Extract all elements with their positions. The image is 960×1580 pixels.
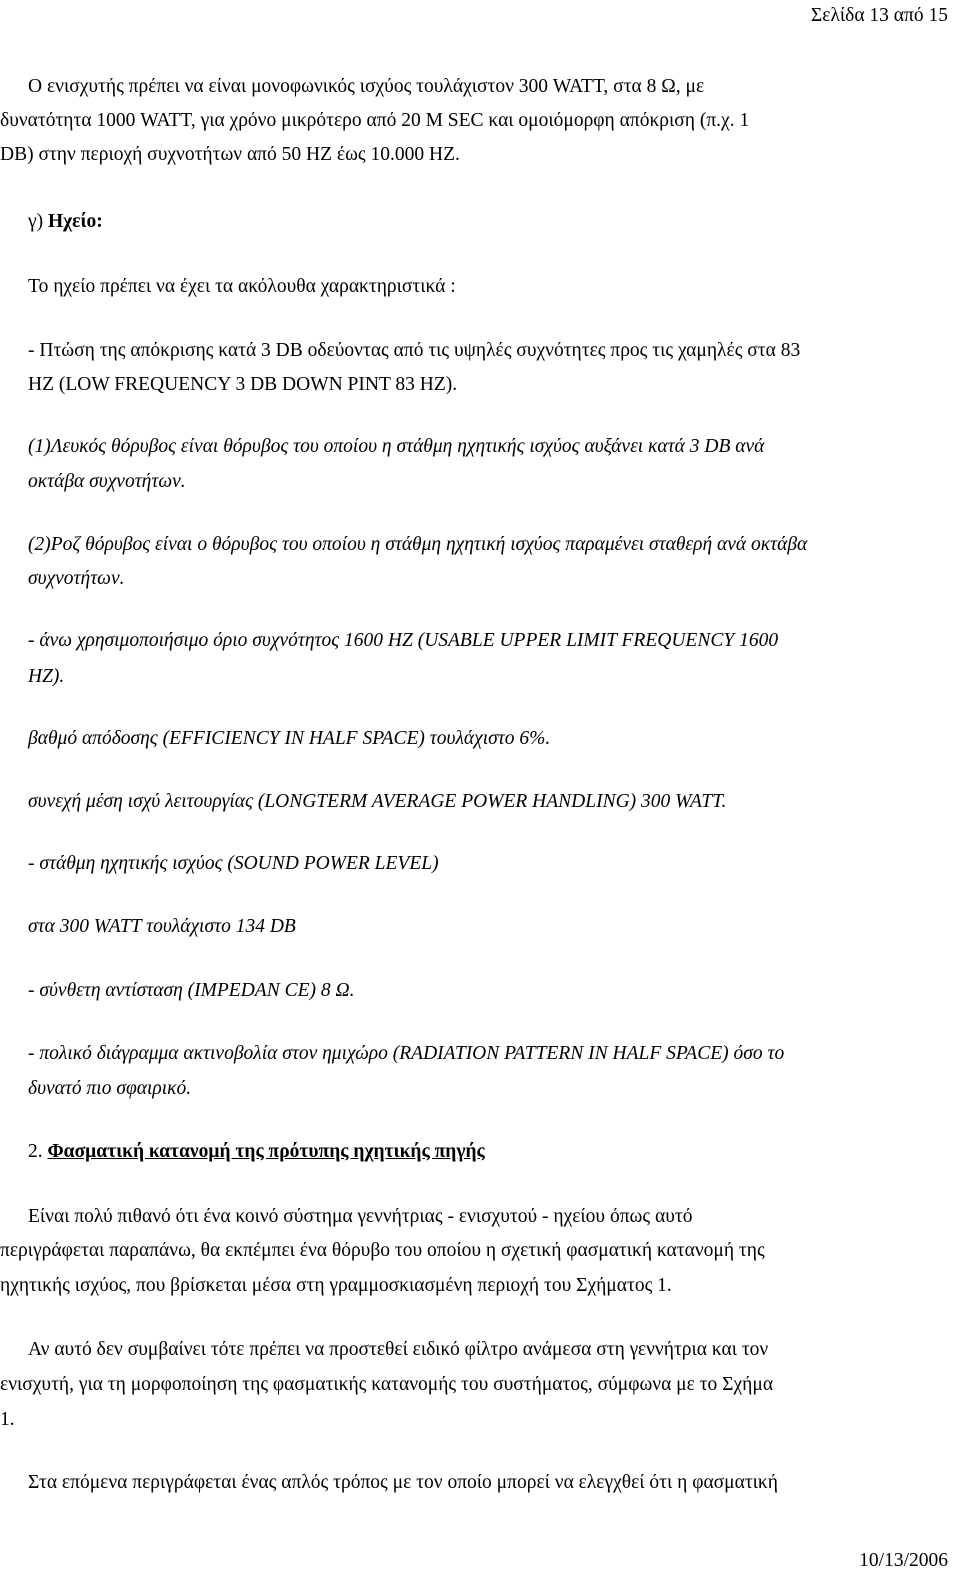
impedance-item: - σύνθετη αντίσταση (IMPEDAN CE) 8 Ω. — [28, 980, 355, 1001]
text-line: HZ). — [28, 666, 65, 687]
section-prefix: γ) — [28, 211, 48, 232]
text-line: δυνατότητα 1000 WATT, για χρόνο μικρότερο από 20 M SEC και ομοιόμορφη απόκριση (π.χ. 1 — [0, 110, 750, 131]
text-line: (2)Ροζ θόρυβος είναι ο θόρυβος του οποίου η στάθμη ηχητική ισχύος παραμένει σταθερή ανά οκτάβα — [28, 534, 808, 555]
page-number: Σελίδα 13 από 15 — [810, 5, 948, 26]
text-line: ηχητικής ισχύος, που βρίσκεται μέσα στη γραμμοσκιασμένη περιοχή του Σχήματος 1. — [0, 1275, 672, 1296]
text-line: DB) στην περιοχή συχνοτήτων από 50 HZ έως 10.000 HZ. — [0, 144, 460, 165]
text-line: Είναι πολύ πιθανό ότι ένα κοινό σύστημα γεννήτριας - ενισχυτού - ηχείου όπως αυτό — [28, 1206, 693, 1227]
sound-power-value: στα 300 WATT τουλάχιστο 134 DB — [28, 916, 296, 937]
sound-power-item: - στάθμη ηχητικής ισχύος (SOUND POWER LEVEL) — [28, 853, 439, 874]
text-line: Ο ενισχυτής πρέπει να είναι μονοφωνικός ισχύος τουλάχιστον 300 WATT, στα 8 Ω, με — [28, 76, 705, 97]
text-line: - άνω χρησιμοποιήσιμο όριο συχνότητος 1600 HZ (USABLE UPPER LIMIT FREQUENCY 1600 — [28, 630, 779, 651]
section-heading-speaker — [28, 212, 103, 232]
text-line: δυνατό πιο σφαιρικό. — [28, 1078, 192, 1099]
text-line: - πολικό διάγραμμα ακτινοβολία στον ημιχώρο (RADIATION PATTERN IN HALF SPACE) όσο το — [28, 1043, 785, 1064]
text-line: Αν αυτό δεν συμβαίνει τότε πρέπει να προστεθεί ειδικό φίλτρο ανάμεσα στη γεννήτρια και τον — [28, 1339, 769, 1360]
text-line: 1. — [0, 1409, 15, 1430]
efficiency-item: βαθμό απόδοσης (EFFICIENCY IN HALF SPACE) τουλάχιστο 6%. — [28, 728, 551, 749]
text-line: περιγράφεται παραπάνω, θα εκπέμπει ένα θόρυβο του οποίου η σχετική φασματική κατανομή της — [0, 1240, 765, 1261]
section-title: Ηχείο: — [48, 211, 103, 232]
power-handling-item: συνεχή μέση ισχύ λειτουργίας (LONGTERM AVERAGE POWER HANDLING) 300 WATT. — [28, 791, 727, 812]
section-title: Φασματική κατανομή της πρότυπης ηχητικής πηγής — [47, 1141, 485, 1162]
text-line: - Πτώση της απόκρισης κατά 3 DB οδεύοντας από τις υψηλές συχνότητες προς τις χαμηλές στα 83 — [28, 340, 801, 361]
print-date: 10/13/2006 — [859, 1550, 948, 1571]
text-line: (1)Λευκός θόρυβος είναι θόρυβος του οποίου η στάθμη ηχητικής ισχύος αυξάνει κατά 3 DB ανά — [28, 436, 765, 457]
section-number: 2. — [28, 1141, 48, 1162]
text-line: οκτάβα συχνοτήτων. — [28, 471, 186, 492]
text-line: συχνοτήτων. — [28, 568, 125, 589]
next-paragraph: Στα επόμενα περιγράφεται ένας απλός τρόπος με τον οποίο μπορεί να ελεγχθεί ότι η φασματική — [28, 1472, 778, 1493]
text-line: ενισχυτή, για τη μορφοποίηση της φασματικής κατανομής του συστήματος, σύμφωνα με το Σχήμα — [0, 1374, 774, 1395]
speaker-intro: Το ηχείο πρέπει να έχει τα ακόλουθα χαρακτηριστικά : — [28, 276, 456, 297]
section-heading-spectral — [28, 1142, 485, 1162]
text-line: HZ (LOW FREQUENCY 3 DB DOWN PINT 83 HZ). — [28, 374, 458, 395]
